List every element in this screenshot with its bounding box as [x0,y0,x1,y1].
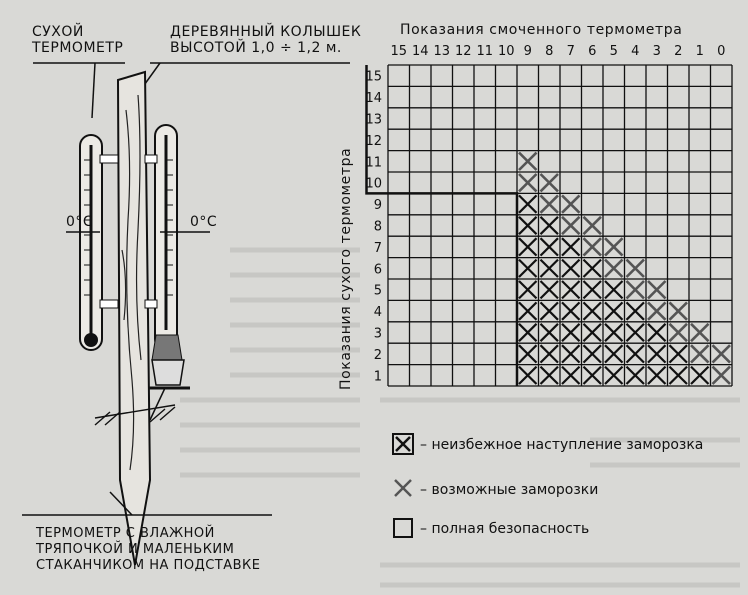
grid-cell-possible [670,324,688,341]
x-tick-label: 5 [609,44,618,59]
grid-cell-inevitable [605,345,623,362]
legend-possible-text: – возможные заморозки [420,482,599,498]
grid-cell-inevitable [627,302,645,319]
x-tick-label: 3 [652,44,661,59]
grid-cell-inevitable [541,302,559,319]
grid-cell-inevitable [670,367,688,384]
grid-cell-possible [541,195,559,212]
y-tick-label: 7 [373,240,382,256]
x-tick-label: 1 [695,44,704,59]
grid-cell-inevitable [541,238,559,255]
x-tick-label: 8 [545,44,554,59]
grid-cell-inevitable [541,367,559,384]
grid-cell-inevitable [605,367,623,384]
y-tick-label: 3 [373,326,382,342]
grid-cell-inevitable [584,345,602,362]
grid-cell-possible [541,174,559,191]
grid-cell-inevitable [562,345,580,362]
x-tick-label: 4 [631,44,640,59]
y-tick-label: 2 [373,347,382,363]
legend-inevitable-swatch [392,433,414,455]
y-tick-label: 13 [365,112,382,128]
zero-mark-left: 0°C [66,214,94,230]
x-tick-label: 0 [717,44,726,59]
y-tick-label: 10 [365,176,382,192]
grid-cell-inevitable [519,345,537,362]
grid-cell-inevitable [605,324,623,341]
legend-possible-swatch [392,477,414,499]
grid-cell-inevitable [584,260,602,277]
grid-cell-inevitable [584,367,602,384]
x-axis-title: Показания смоченного термометра [400,22,683,38]
grid-cell-inevitable [519,238,537,255]
grid-cell-possible [627,260,645,277]
grid-cell-inevitable [562,281,580,298]
y-tick-label: 11 [365,155,382,171]
grid-cell-inevitable [519,217,537,234]
grid-cell-inevitable [627,367,645,384]
grid-cell-inevitable [562,260,580,277]
grid-cell-possible [519,153,537,170]
grid-cell-inevitable [519,302,537,319]
grid-cell-possible [648,281,666,298]
x-tick-label: 12 [454,44,472,59]
grid-cell-inevitable [519,367,537,384]
grid-cell-inevitable [562,324,580,341]
grid-cell-inevitable [541,345,559,362]
grid-cell-inevitable [691,367,709,384]
grid-cell-inevitable [541,260,559,277]
y-tick-label: 1 [373,369,382,385]
y-tick-label: 15 [365,69,382,85]
x-tick-label: 10 [497,44,515,59]
dry-thermometer-label: СУХОЙ ТЕРМОМЕТР [32,24,124,56]
y-tick-label: 4 [373,305,382,321]
x-tick-label: 9 [523,44,532,59]
grid-cell-inevitable [562,302,580,319]
grid-cell-possible [670,302,688,319]
grid-cell-inevitable [648,345,666,362]
grid-cell-inevitable [541,281,559,298]
grid-cell-possible [605,238,623,255]
grid-cell-inevitable [670,345,688,362]
grid-cell-inevitable [627,324,645,341]
grid-cell-inevitable [562,238,580,255]
grid-cell-inevitable [519,195,537,212]
grid-cell-inevitable [627,345,645,362]
grid-cell-inevitable [519,260,537,277]
legend-inevitable-text: – неизбежное наступление заморозка [420,437,704,453]
grid-cell-possible [713,367,731,384]
grid-cell-possible [648,302,666,319]
grid-cell-possible [584,217,602,234]
grid-cell-inevitable [584,281,602,298]
y-tick-label: 6 [373,262,382,278]
stake-label: ДЕРЕВЯННЫЙ КОЛЫШЕК ВЫСОТОЙ 1,0 ÷ 1,2 м. [170,24,362,56]
grid-cell-possible [713,345,731,362]
grid-cell-inevitable [541,217,559,234]
x-tick-label: 6 [588,44,597,59]
grid-cell-inevitable [648,324,666,341]
y-tick-label: 12 [365,133,382,149]
grid-cell-possible [519,174,537,191]
grid-cell-possible [584,238,602,255]
grid-cell-inevitable [541,324,559,341]
y-tick-label: 14 [365,91,382,107]
grid-cell-possible [562,217,580,234]
grid-cell-possible [562,195,580,212]
frost-boundary [367,65,518,386]
x-tick-label: 7 [566,44,575,59]
wet-thermometer-label: ТЕРМОМЕТР С ВЛАЖНОЙ ТРЯПОЧКОЙ И МАЛЕНЬКИМ СТАКАНЧИКОМ НА ПОДСТАВКЕ [36,526,261,573]
x-tick-label: 13 [433,44,451,59]
grid-cell-inevitable [519,281,537,298]
zero-mark-right: 0°C [190,214,218,230]
y-tick-label: 8 [373,219,382,235]
x-tick-label: 15 [390,44,408,59]
grid-cell-inevitable [584,302,602,319]
grid-cell-inevitable [605,281,623,298]
x-tick-label: 11 [476,44,494,59]
grid-cell-inevitable [519,324,537,341]
legend-safe-swatch [392,517,414,539]
x-tick-label: 14 [411,44,429,59]
grid-cell-inevitable [584,324,602,341]
grid-cell-inevitable [605,302,623,319]
grid-cell-possible [627,281,645,298]
grid-cell-inevitable [562,367,580,384]
legend-safe-text: – полная безопасность [420,521,590,537]
y-tick-label: 9 [373,198,382,214]
grid-cell-possible [691,324,709,341]
y-tick-label: 5 [373,283,382,299]
x-tick-label: 2 [674,44,683,59]
grid-cell-possible [691,345,709,362]
grid-cell-inevitable [648,367,666,384]
y-axis-title: Показания сухого термометра [338,147,354,390]
grid-cell-possible [605,260,623,277]
